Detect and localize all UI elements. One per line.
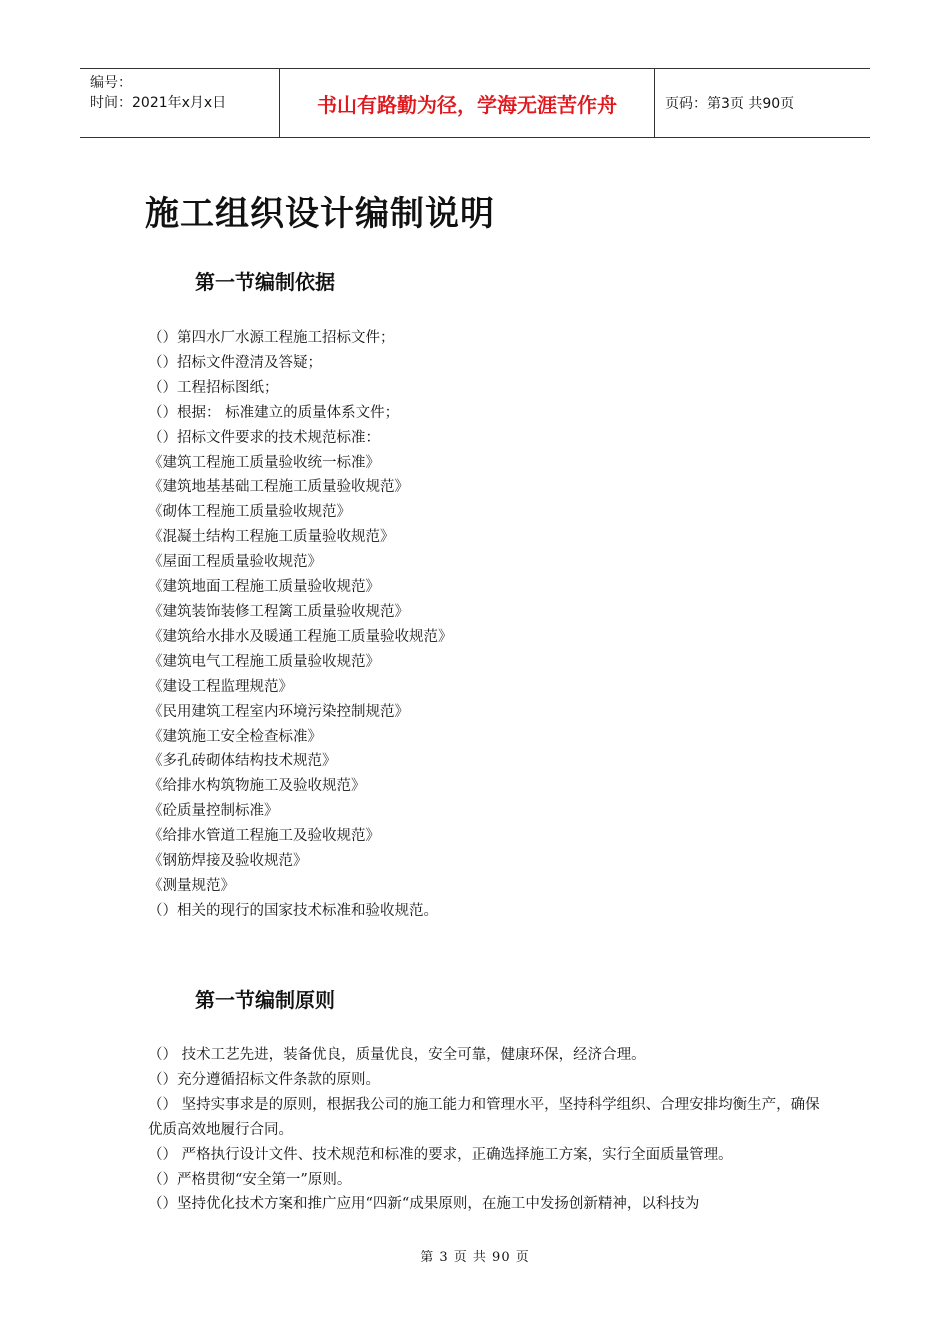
header-page-info: 页码：第3页 共90页	[665, 96, 795, 112]
list-item: （） 严格执行设计文件、技术规范和标准的要求，正确选择施工方案，实行全面质量管理。	[148, 1146, 733, 1163]
list-item: （）招标文件要求的技术规范标准：	[148, 429, 380, 446]
list-item: 《建筑施工安全检查标准》	[148, 728, 322, 745]
section-2-list	[148, 1043, 828, 1217]
list-item: 《钢筋焊接及验收规范》	[148, 853, 308, 870]
list-item: （）坚持优化技术方案和推广应用“四新“成果原则，在施工中发扬创新精神，以科技为	[148, 1196, 700, 1213]
list-item: （）根据： 标准建立的质量体系文件；	[148, 404, 400, 421]
list-item: 《建筑电气工程施工质量验收规范》	[148, 653, 380, 670]
list-item: 《多孔砖砌体结构技术规范》	[148, 753, 337, 770]
list-item: 《给排水管道工程施工及验收规范》	[148, 828, 380, 845]
list-item: 《砌体工程施工质量验收规范》	[148, 504, 351, 521]
header-meta	[80, 69, 280, 137]
list-item: （） 坚持实事求是的原则，根据我公司的施工能力和管理水平，坚持科学组织、合理安排均衡生产，确保优质高效地履行合同。	[148, 1096, 820, 1138]
list-item: 《民用建筑工程室内环境污染控制规范》	[148, 703, 409, 720]
list-item: 《建筑工程施工质量验收统一标准》	[148, 454, 380, 471]
document-title: 施工组织设计编制说明	[145, 194, 495, 234]
section-1-list	[148, 326, 828, 924]
list-item: （）第四水厂水源工程施工招标文件；	[148, 330, 395, 346]
list-item: （） 技术工艺先进，装备优良，质量优良，安全可靠，健康环保，经济合理。	[148, 1047, 646, 1063]
list-item: 《建筑地面工程施工质量验收规范》	[148, 579, 380, 596]
section-2-title: 第一节编制原则	[195, 988, 335, 1012]
list-item: 《给排水构筑物施工及验收规范》	[148, 778, 366, 795]
list-item: （）工程招标图纸；	[148, 379, 279, 396]
list-item: 《建筑给水排水及暖通工程施工质量验收规范》	[148, 628, 453, 645]
page-header	[80, 68, 870, 138]
list-item: 《砼质量控制标准》	[148, 803, 279, 820]
list-item: 《建筑装饰装修工程篱工质量验收规范》	[148, 603, 409, 620]
page-footer: 第 3 页 共 90 页	[420, 1250, 530, 1265]
list-item: 《混凝土结构工程施工质量验收规范》	[148, 529, 395, 546]
list-item: 《屋面工程质量验收规范》	[148, 554, 322, 571]
list-item: 《建筑地基基础工程施工质量验收规范》	[148, 479, 409, 496]
header-motto: 书山有路勤为径，学海无涯苦作舟	[280, 69, 655, 137]
list-item: 《建设工程监理规范》	[148, 678, 293, 695]
list-item: （）充分遵循招标文件条款的原则。	[148, 1071, 380, 1088]
document-number: 编号：	[90, 75, 132, 91]
list-item: （）严格贯彻“安全第一”原则。	[148, 1171, 352, 1188]
section-1-title: 第一节编制依据	[195, 270, 335, 294]
list-item: 《测量规范》	[148, 877, 235, 894]
list-item: （）招标文件澄清及答疑；	[148, 354, 322, 371]
document-date: 时间：2021年x月x日	[90, 95, 227, 111]
list-item: （）相关的现行的国家技术标准和验收规范。	[148, 902, 438, 919]
